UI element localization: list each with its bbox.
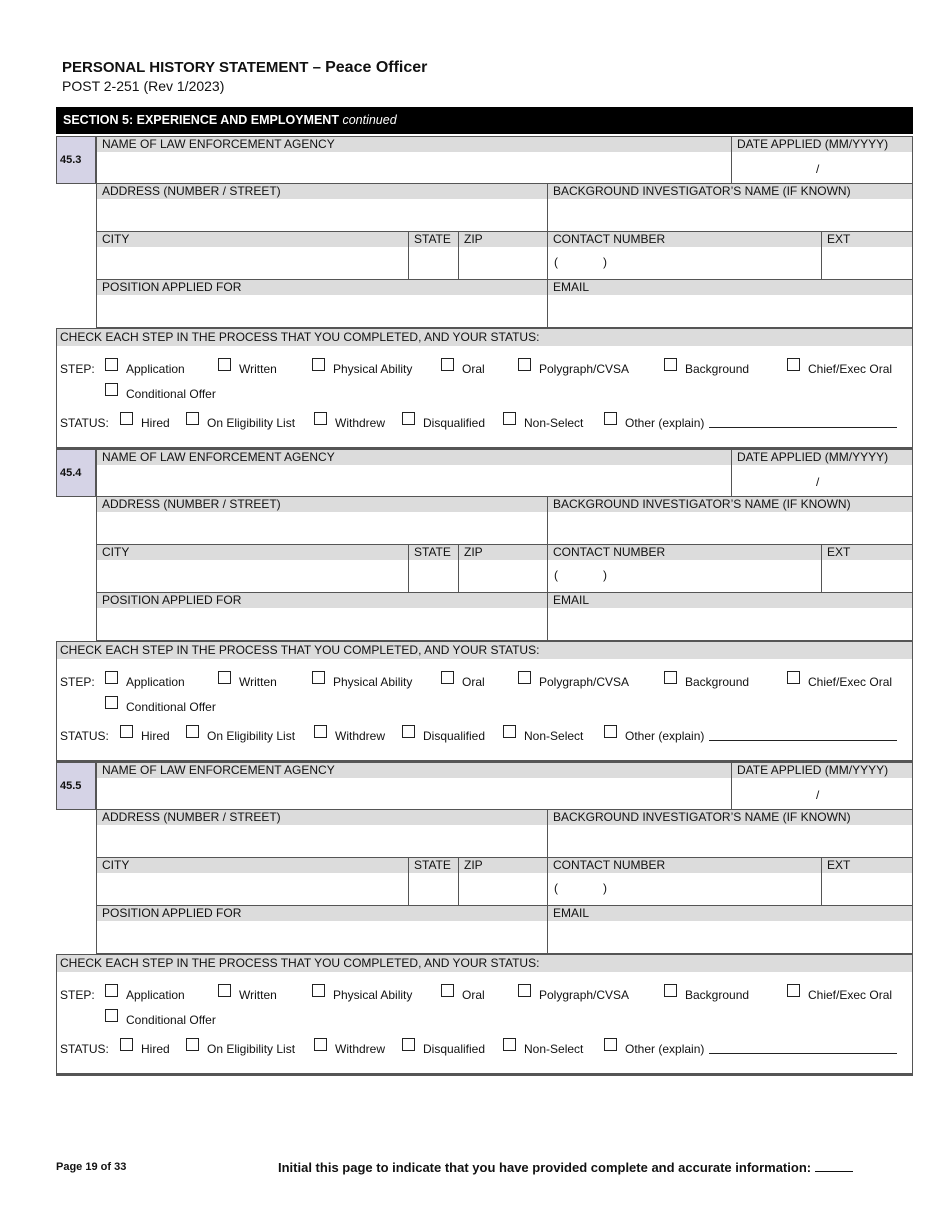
status-option-label: Other (explain) — [625, 416, 705, 430]
agency-name-field-label: NAME OF LAW ENFORCEMENT AGENCY — [97, 450, 731, 465]
agency-name-field[interactable] — [96, 449, 732, 497]
step-checkbox[interactable] — [664, 358, 677, 371]
status-option-label: Hired — [141, 729, 170, 743]
date-applied-label: DATE APPLIED (MM/YYYY) — [732, 450, 912, 465]
city-field-label: CITY — [97, 858, 408, 873]
city-field[interactable] — [96, 231, 409, 280]
status-option-label: On Eligibility List — [207, 729, 296, 743]
form-title — [62, 58, 427, 77]
initial-statement — [278, 1160, 853, 1175]
investigator-name-field-label: BACKGROUND INVESTIGATOR’S NAME (IF KNOWN) — [548, 184, 912, 199]
ext-field-label: EXT — [822, 858, 912, 873]
status-checkbox[interactable] — [120, 725, 133, 738]
step-checkbox[interactable] — [218, 358, 231, 371]
contact-number-label: CONTACT NUMBER — [548, 858, 821, 873]
contact-number-field[interactable] — [547, 857, 822, 906]
zip-field[interactable] — [458, 857, 548, 906]
step-checkbox[interactable] — [787, 984, 800, 997]
address-field[interactable] — [96, 183, 548, 232]
zip-field[interactable] — [458, 544, 548, 593]
email-field-label: EMAIL — [548, 280, 912, 295]
process-checklist — [56, 641, 913, 762]
step-checkbox[interactable] — [518, 984, 531, 997]
form-header — [62, 58, 427, 95]
agency-name-field[interactable] — [96, 762, 732, 810]
checklist-instruction: CHECK EACH STEP IN THE PROCESS THAT YOU COMPLETED, AND YOUR STATUS: — [57, 329, 912, 346]
contact-paren-close: ) — [603, 255, 607, 269]
investigator-name-field[interactable] — [547, 183, 913, 232]
step-checkbox[interactable] — [218, 671, 231, 684]
position-applied-field[interactable] — [96, 592, 548, 641]
date-applied-label: DATE APPLIED (MM/YYYY) — [732, 137, 912, 152]
address-field[interactable] — [96, 809, 548, 858]
section-title: SECTION 5: EXPERIENCE AND EMPLOYMENT — [63, 113, 339, 127]
address-field-label: ADDRESS (NUMBER / STREET) — [97, 810, 547, 825]
status-option-label: Non-Select — [524, 729, 584, 743]
investigator-name-field-label: BACKGROUND INVESTIGATOR’S NAME (IF KNOWN) — [548, 810, 912, 825]
step-option-label: Polygraph/CVSA — [539, 675, 630, 689]
step-option-label: Conditional Offer — [126, 700, 216, 714]
date-applied-label: DATE APPLIED (MM/YYYY) — [732, 763, 912, 778]
initials-field[interactable] — [815, 1161, 853, 1172]
state-field-label: STATE — [409, 232, 458, 247]
state-field[interactable] — [408, 231, 459, 280]
status-option-label: Non-Select — [524, 416, 584, 430]
status-checkbox[interactable] — [186, 725, 199, 738]
step-option-label: Application — [126, 362, 185, 376]
ext-field[interactable] — [821, 231, 913, 280]
email-field[interactable] — [547, 279, 913, 328]
status-option-label: Non-Select — [524, 1042, 584, 1056]
status-checkbox[interactable] — [402, 725, 415, 738]
status-checkbox[interactable] — [402, 412, 415, 425]
email-field[interactable] — [547, 592, 913, 641]
city-field[interactable] — [96, 857, 409, 906]
step-label: STEP: — [60, 362, 95, 376]
status-option-label: Withdrew — [335, 1042, 386, 1056]
step-checkbox[interactable] — [105, 358, 118, 371]
step-option-label: Oral — [462, 988, 485, 1002]
step-option-label: Written — [239, 675, 277, 689]
initial-text: Initial this page to indicate that you have provided complete and accurate information: — [278, 1160, 812, 1175]
date-separator: / — [816, 162, 820, 176]
step-checkbox[interactable] — [312, 671, 325, 684]
investigator-name-field[interactable] — [547, 809, 913, 858]
section-header — [56, 107, 913, 134]
email-field-label: EMAIL — [548, 906, 912, 921]
address-field[interactable] — [96, 496, 548, 545]
step-checkbox[interactable] — [441, 984, 454, 997]
step-checkbox[interactable] — [518, 671, 531, 684]
step-option-label: Written — [239, 362, 277, 376]
status-checkbox[interactable] — [604, 1038, 617, 1051]
step-checkbox[interactable] — [518, 358, 531, 371]
step-option-label: Chief/Exec Oral — [808, 988, 893, 1002]
step-checkbox[interactable] — [105, 671, 118, 684]
process-checklist — [56, 328, 913, 449]
state-field-label: STATE — [409, 858, 458, 873]
step-option-label: Background — [685, 675, 750, 689]
status-label: STATUS: — [60, 729, 109, 743]
status-checkbox[interactable] — [314, 412, 327, 425]
contact-paren-open: ( — [554, 568, 558, 582]
employment-entry — [56, 449, 913, 762]
step-option-label: Physical Ability — [333, 362, 413, 376]
status-checkbox[interactable] — [120, 412, 133, 425]
status-option-label: On Eligibility List — [207, 416, 296, 430]
address-field-label: ADDRESS (NUMBER / STREET) — [97, 184, 547, 199]
investigator-name-field[interactable] — [547, 496, 913, 545]
step-checkbox[interactable] — [105, 984, 118, 997]
email-field[interactable] — [547, 905, 913, 954]
date-applied-field[interactable] — [731, 449, 913, 497]
step-checkbox[interactable] — [312, 358, 325, 371]
status-checkbox[interactable] — [314, 725, 327, 738]
date-applied-field[interactable] — [731, 762, 913, 810]
form-title-sub: Peace Officer — [325, 59, 428, 76]
agency-name-field-label: NAME OF LAW ENFORCEMENT AGENCY — [97, 763, 731, 778]
step-checkbox[interactable] — [105, 383, 118, 396]
status-option-label: Other (explain) — [625, 1042, 705, 1056]
position-applied-field[interactable] — [96, 279, 548, 328]
step-checkbox[interactable] — [664, 984, 677, 997]
date-separator: / — [816, 475, 820, 489]
other-explain-line[interactable] — [709, 740, 897, 741]
zip-field-label: ZIP — [459, 232, 547, 247]
step-label: STEP: — [60, 988, 95, 1002]
email-field-label: EMAIL — [548, 593, 912, 608]
employment-entry — [56, 136, 913, 449]
position-applied-field-label: POSITION APPLIED FOR — [97, 906, 547, 921]
checklist-instruction: CHECK EACH STEP IN THE PROCESS THAT YOU COMPLETED, AND YOUR STATUS: — [57, 642, 912, 659]
status-checkbox[interactable] — [120, 1038, 133, 1051]
ext-field-label: EXT — [822, 545, 912, 560]
other-explain-line[interactable] — [709, 427, 897, 428]
step-checkbox[interactable] — [105, 696, 118, 709]
step-option-label: Chief/Exec Oral — [808, 675, 893, 689]
zip-field-label: ZIP — [459, 858, 547, 873]
step-option-label: Chief/Exec Oral — [808, 362, 893, 376]
contact-paren-open: ( — [554, 881, 558, 895]
status-option-label: Disqualified — [423, 729, 486, 743]
step-option-label: Oral — [462, 362, 485, 376]
step-option-label: Background — [685, 362, 750, 376]
city-field-label: CITY — [97, 545, 408, 560]
contact-paren-open: ( — [554, 255, 558, 269]
step-checkbox[interactable] — [787, 358, 800, 371]
status-checkbox[interactable] — [186, 1038, 199, 1051]
status-option-label: On Eligibility List — [207, 1042, 296, 1056]
step-checkbox[interactable] — [105, 1009, 118, 1022]
date-separator: / — [816, 788, 820, 802]
contact-number-label: CONTACT NUMBER — [548, 545, 821, 560]
status-option-label: Hired — [141, 416, 170, 430]
status-option-label: Disqualified — [423, 416, 486, 430]
step-option-label: Conditional Offer — [126, 387, 216, 401]
status-option-label: Withdrew — [335, 416, 386, 430]
status-checkbox[interactable] — [503, 412, 516, 425]
ext-field-label: EXT — [822, 232, 912, 247]
status-option-label: Other (explain) — [625, 729, 705, 743]
checklist-instruction: CHECK EACH STEP IN THE PROCESS THAT YOU COMPLETED, AND YOUR STATUS: — [57, 955, 912, 972]
contact-paren-close: ) — [603, 568, 607, 582]
status-checkbox[interactable] — [402, 1038, 415, 1051]
step-checkbox[interactable] — [441, 358, 454, 371]
step-option-label: Oral — [462, 675, 485, 689]
step-option-label: Background — [685, 988, 750, 1002]
step-label: STEP: — [60, 675, 95, 689]
agency-name-field-label: NAME OF LAW ENFORCEMENT AGENCY — [97, 137, 731, 152]
step-option-label: Application — [126, 988, 185, 1002]
page-number: Page 19 of 33 — [56, 1161, 127, 1173]
step-option-label: Polygraph/CVSA — [539, 988, 630, 1002]
other-explain-line[interactable] — [709, 1053, 897, 1054]
city-field-label: CITY — [97, 232, 408, 247]
step-checkbox[interactable] — [218, 984, 231, 997]
form-title-main: PERSONAL HISTORY STATEMENT – — [62, 59, 321, 76]
step-checkbox[interactable] — [664, 671, 677, 684]
contact-number-field[interactable] — [547, 231, 822, 280]
position-applied-field[interactable] — [96, 905, 548, 954]
investigator-name-field-label: BACKGROUND INVESTIGATOR’S NAME (IF KNOWN) — [548, 497, 912, 512]
step-checkbox[interactable] — [441, 671, 454, 684]
position-applied-field-label: POSITION APPLIED FOR — [97, 593, 547, 608]
employment-entry — [56, 762, 913, 1075]
step-option-label: Physical Ability — [333, 675, 413, 689]
status-checkbox[interactable] — [604, 412, 617, 425]
step-option-label: Physical Ability — [333, 988, 413, 1002]
city-field[interactable] — [96, 544, 409, 593]
entry-number: 45.3 — [56, 136, 96, 184]
status-checkbox[interactable] — [503, 725, 516, 738]
zip-field[interactable] — [458, 231, 548, 280]
status-checkbox[interactable] — [314, 1038, 327, 1051]
status-option-label: Disqualified — [423, 1042, 486, 1056]
step-option-label: Application — [126, 675, 185, 689]
entry-number: 45.5 — [56, 762, 96, 810]
contact-number-field[interactable] — [547, 544, 822, 593]
state-field[interactable] — [408, 544, 459, 593]
zip-field-label: ZIP — [459, 545, 547, 560]
step-checkbox[interactable] — [787, 671, 800, 684]
form-id: POST 2-251 (Rev 1/2023) — [62, 78, 225, 94]
contact-number-label: CONTACT NUMBER — [548, 232, 821, 247]
step-option-label: Conditional Offer — [126, 1013, 216, 1027]
status-checkbox[interactable] — [604, 725, 617, 738]
step-option-label: Written — [239, 988, 277, 1002]
ext-field[interactable] — [821, 857, 913, 906]
ext-field[interactable] — [821, 544, 913, 593]
contact-paren-close: ) — [603, 881, 607, 895]
step-option-label: Polygraph/CVSA — [539, 362, 630, 376]
status-label: STATUS: — [60, 1042, 109, 1056]
status-option-label: Hired — [141, 1042, 170, 1056]
position-applied-field-label: POSITION APPLIED FOR — [97, 280, 547, 295]
status-label: STATUS: — [60, 416, 109, 430]
state-field[interactable] — [408, 857, 459, 906]
state-field-label: STATE — [409, 545, 458, 560]
process-checklist — [56, 954, 913, 1075]
entry-number: 45.4 — [56, 449, 96, 497]
status-checkbox[interactable] — [503, 1038, 516, 1051]
agency-name-field[interactable] — [96, 136, 732, 184]
step-checkbox[interactable] — [312, 984, 325, 997]
address-field-label: ADDRESS (NUMBER / STREET) — [97, 497, 547, 512]
status-option-label: Withdrew — [335, 729, 386, 743]
date-applied-field[interactable] — [731, 136, 913, 184]
section-continued: continued — [342, 113, 397, 127]
entry-divider — [56, 1073, 913, 1076]
status-checkbox[interactable] — [186, 412, 199, 425]
